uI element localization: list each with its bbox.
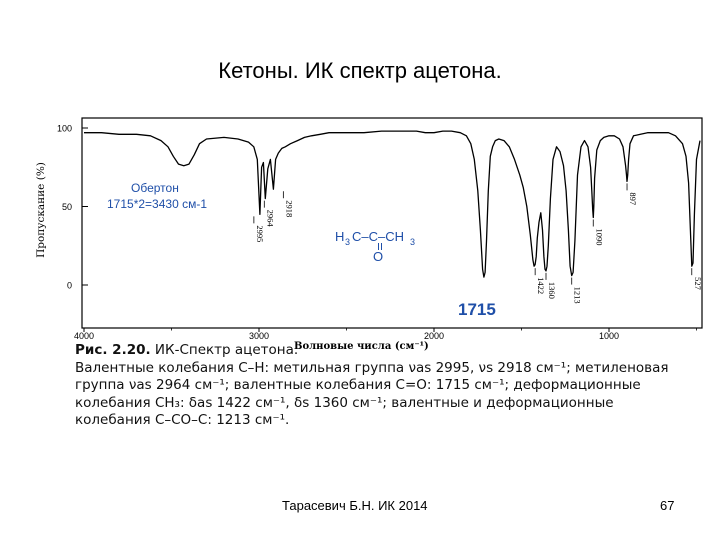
y-tick-label: 0 <box>66 280 72 291</box>
peak-label: 2995 <box>254 225 265 243</box>
slide-title: Кетоны. ИК спектр ацетона. <box>218 58 502 83</box>
structure-sub-left: 3 <box>345 237 351 247</box>
structure-oxygen: O <box>373 249 384 264</box>
structure-h: H <box>335 229 345 244</box>
caption-line-4: колебания С–СО–С: 1213 см⁻¹. <box>75 412 290 428</box>
peak-label: 1213 <box>572 286 583 304</box>
caption-figure-title: ИК-Спектр ацетона. <box>150 342 299 358</box>
plot-border <box>82 118 702 328</box>
caption-line-2: группа νas 2964 см⁻¹; валентные колебания С=О: 1715 см⁻¹; деформационные <box>75 377 641 393</box>
peak-label: 1422 <box>536 277 547 295</box>
x-axis-label: Волновые числа (см⁻¹) <box>294 341 429 352</box>
peak-label: 1360 <box>547 281 557 299</box>
overtone-label: Обертон <box>131 181 179 195</box>
x-tick-label: 4000 <box>73 331 95 341</box>
caption-line-3: колебания СН₃: δas 1422 см⁻¹, δs 1360 см⁻¹; валентные и деформационные <box>75 394 614 411</box>
chart-annotations <box>107 181 496 319</box>
peak-label: 897 <box>628 192 639 206</box>
overtone-formula: 1715*2=3430 см-1 <box>107 197 207 211</box>
highlight-peak-1715: 1715 <box>458 300 496 319</box>
footer-author: Тарасевич Б.Н. ИК 2014 <box>282 498 428 513</box>
peak-label: 2918 <box>284 200 295 218</box>
structure-sub-right: 3 <box>410 237 416 247</box>
structure-chain: C–C–CH <box>352 229 405 244</box>
x-tick-label: 2000 <box>423 331 445 341</box>
caption-line-1: Валентные колебания С–Н: метильная группа νas 2995, νs 2918 см⁻¹; метиленовая <box>75 359 669 376</box>
caption-figure-label: Рис. 2.20. <box>75 342 151 358</box>
caption-title-line <box>75 342 635 360</box>
x-tick-label: 1000 <box>598 331 620 341</box>
peak-label: 527 <box>692 277 703 290</box>
page-number: 67 <box>660 498 675 513</box>
y-tick-label: 100 <box>56 123 72 134</box>
x-tick-label: 3000 <box>248 331 270 341</box>
peak-label: 1090 <box>594 228 605 246</box>
y-axis-label: Пропускание (%) <box>35 162 47 258</box>
figure-caption <box>75 342 669 430</box>
y-tick-label: 50 <box>61 202 72 212</box>
chart-frame <box>82 118 702 328</box>
peak-label: 2964 <box>265 209 276 227</box>
